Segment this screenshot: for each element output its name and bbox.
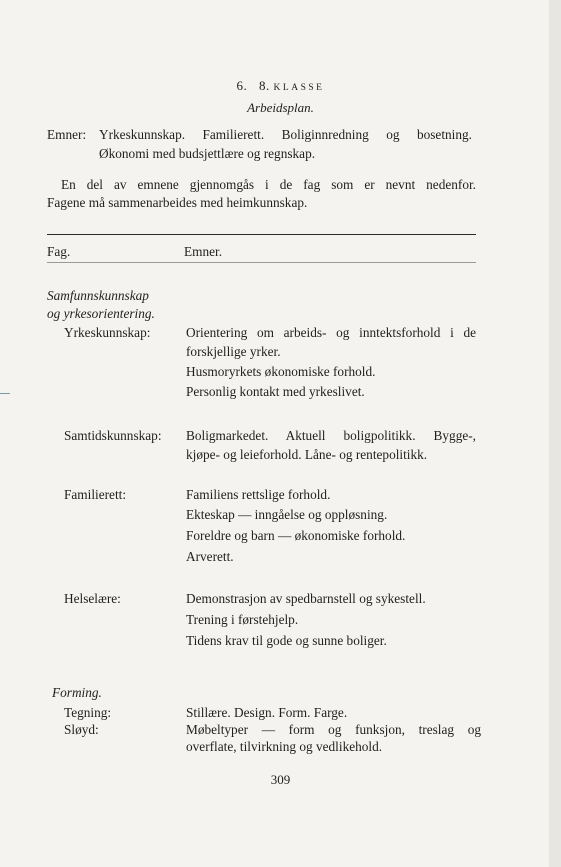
emner-label: Emner: (47, 127, 87, 142)
margin-mark (0, 393, 10, 394)
topic-line: overflate, tilvirkning og vedlikehold. (186, 739, 383, 754)
subject-yrkeskunnskap: Yrkeskunnskap: (64, 325, 151, 340)
group-heading-line-1: Samfunnskunnskap (47, 288, 149, 303)
section-heading (0, 78, 561, 94)
page-edge-shadow (549, 0, 561, 867)
subject-helselaere: Helselære: (64, 591, 121, 606)
subject-familierett: Familierett: (64, 487, 127, 502)
group-heading-forming: Forming. (52, 685, 102, 700)
topic-line: Arverett. (186, 549, 234, 564)
topic-line: Tidens krav til gode og sunne boliger. (186, 633, 387, 648)
intro-para-line-1: En del av emnene gjennomgås i de fag som er nevnt nedenfor. (61, 177, 476, 192)
subject-sloyd: Sløyd: (64, 722, 99, 737)
grade-word: KLASSE (273, 83, 325, 93)
subtitle: Arbeidsplan. (247, 100, 314, 115)
page-number: 309 (270, 772, 291, 787)
emner-line-2: Økonomi med budsjettlære og regnskap. (99, 146, 316, 161)
intro-para-line-2: Fagene må sammenarbeides med heimkunnskap. (47, 195, 308, 210)
topic-line: Trening i førstehjelp. (186, 612, 299, 627)
topic-line: forskjellige yrker. (186, 344, 281, 359)
topic-line: Stillære. Design. Form. Farge. (186, 705, 348, 720)
section-number: 6. (236, 78, 248, 93)
topic-line: kjøpe- og leieforhold. Låne- og rentepolitikk. (186, 447, 428, 462)
emner-line-1: Yrkeskunnskap. Familierett. Boliginnredning og bosetning. (99, 127, 472, 142)
topic-line: Ekteskap — inngåelse og oppløsning. (186, 507, 388, 522)
topic-line: Personlig kontakt med yrkeslivet. (186, 384, 365, 399)
column-header-fag: Fag. (47, 244, 71, 259)
topic-line: Orientering om arbeids- og inntektsforhold i de (186, 325, 476, 340)
topic-line: Husmoryrkets økonomiske forhold. (186, 364, 376, 379)
subject-tegning: Tegning: (64, 705, 112, 720)
topic-line: Demonstrasjon av spedbarnstell og sykestell. (186, 591, 426, 606)
topic-line: Foreldre og barn — økonomiske forhold. (186, 528, 406, 543)
table-header-rule (47, 262, 476, 263)
topic-line: Boligmarkedet. Aktuell boligpolitikk. Bygge-, (186, 428, 476, 443)
topic-line: Familiens rettslige forhold. (186, 487, 331, 502)
topic-line: Møbeltyper — form og funksjon, treslag og (186, 722, 481, 737)
grade-number: 8. (259, 78, 270, 93)
table-top-rule (47, 234, 476, 235)
subject-samtidskunnskap: Samtidskunnskap: (64, 428, 162, 443)
column-header-emner: Emner. (184, 244, 223, 259)
group-heading-line-2: og yrkesorientering. (47, 306, 155, 321)
